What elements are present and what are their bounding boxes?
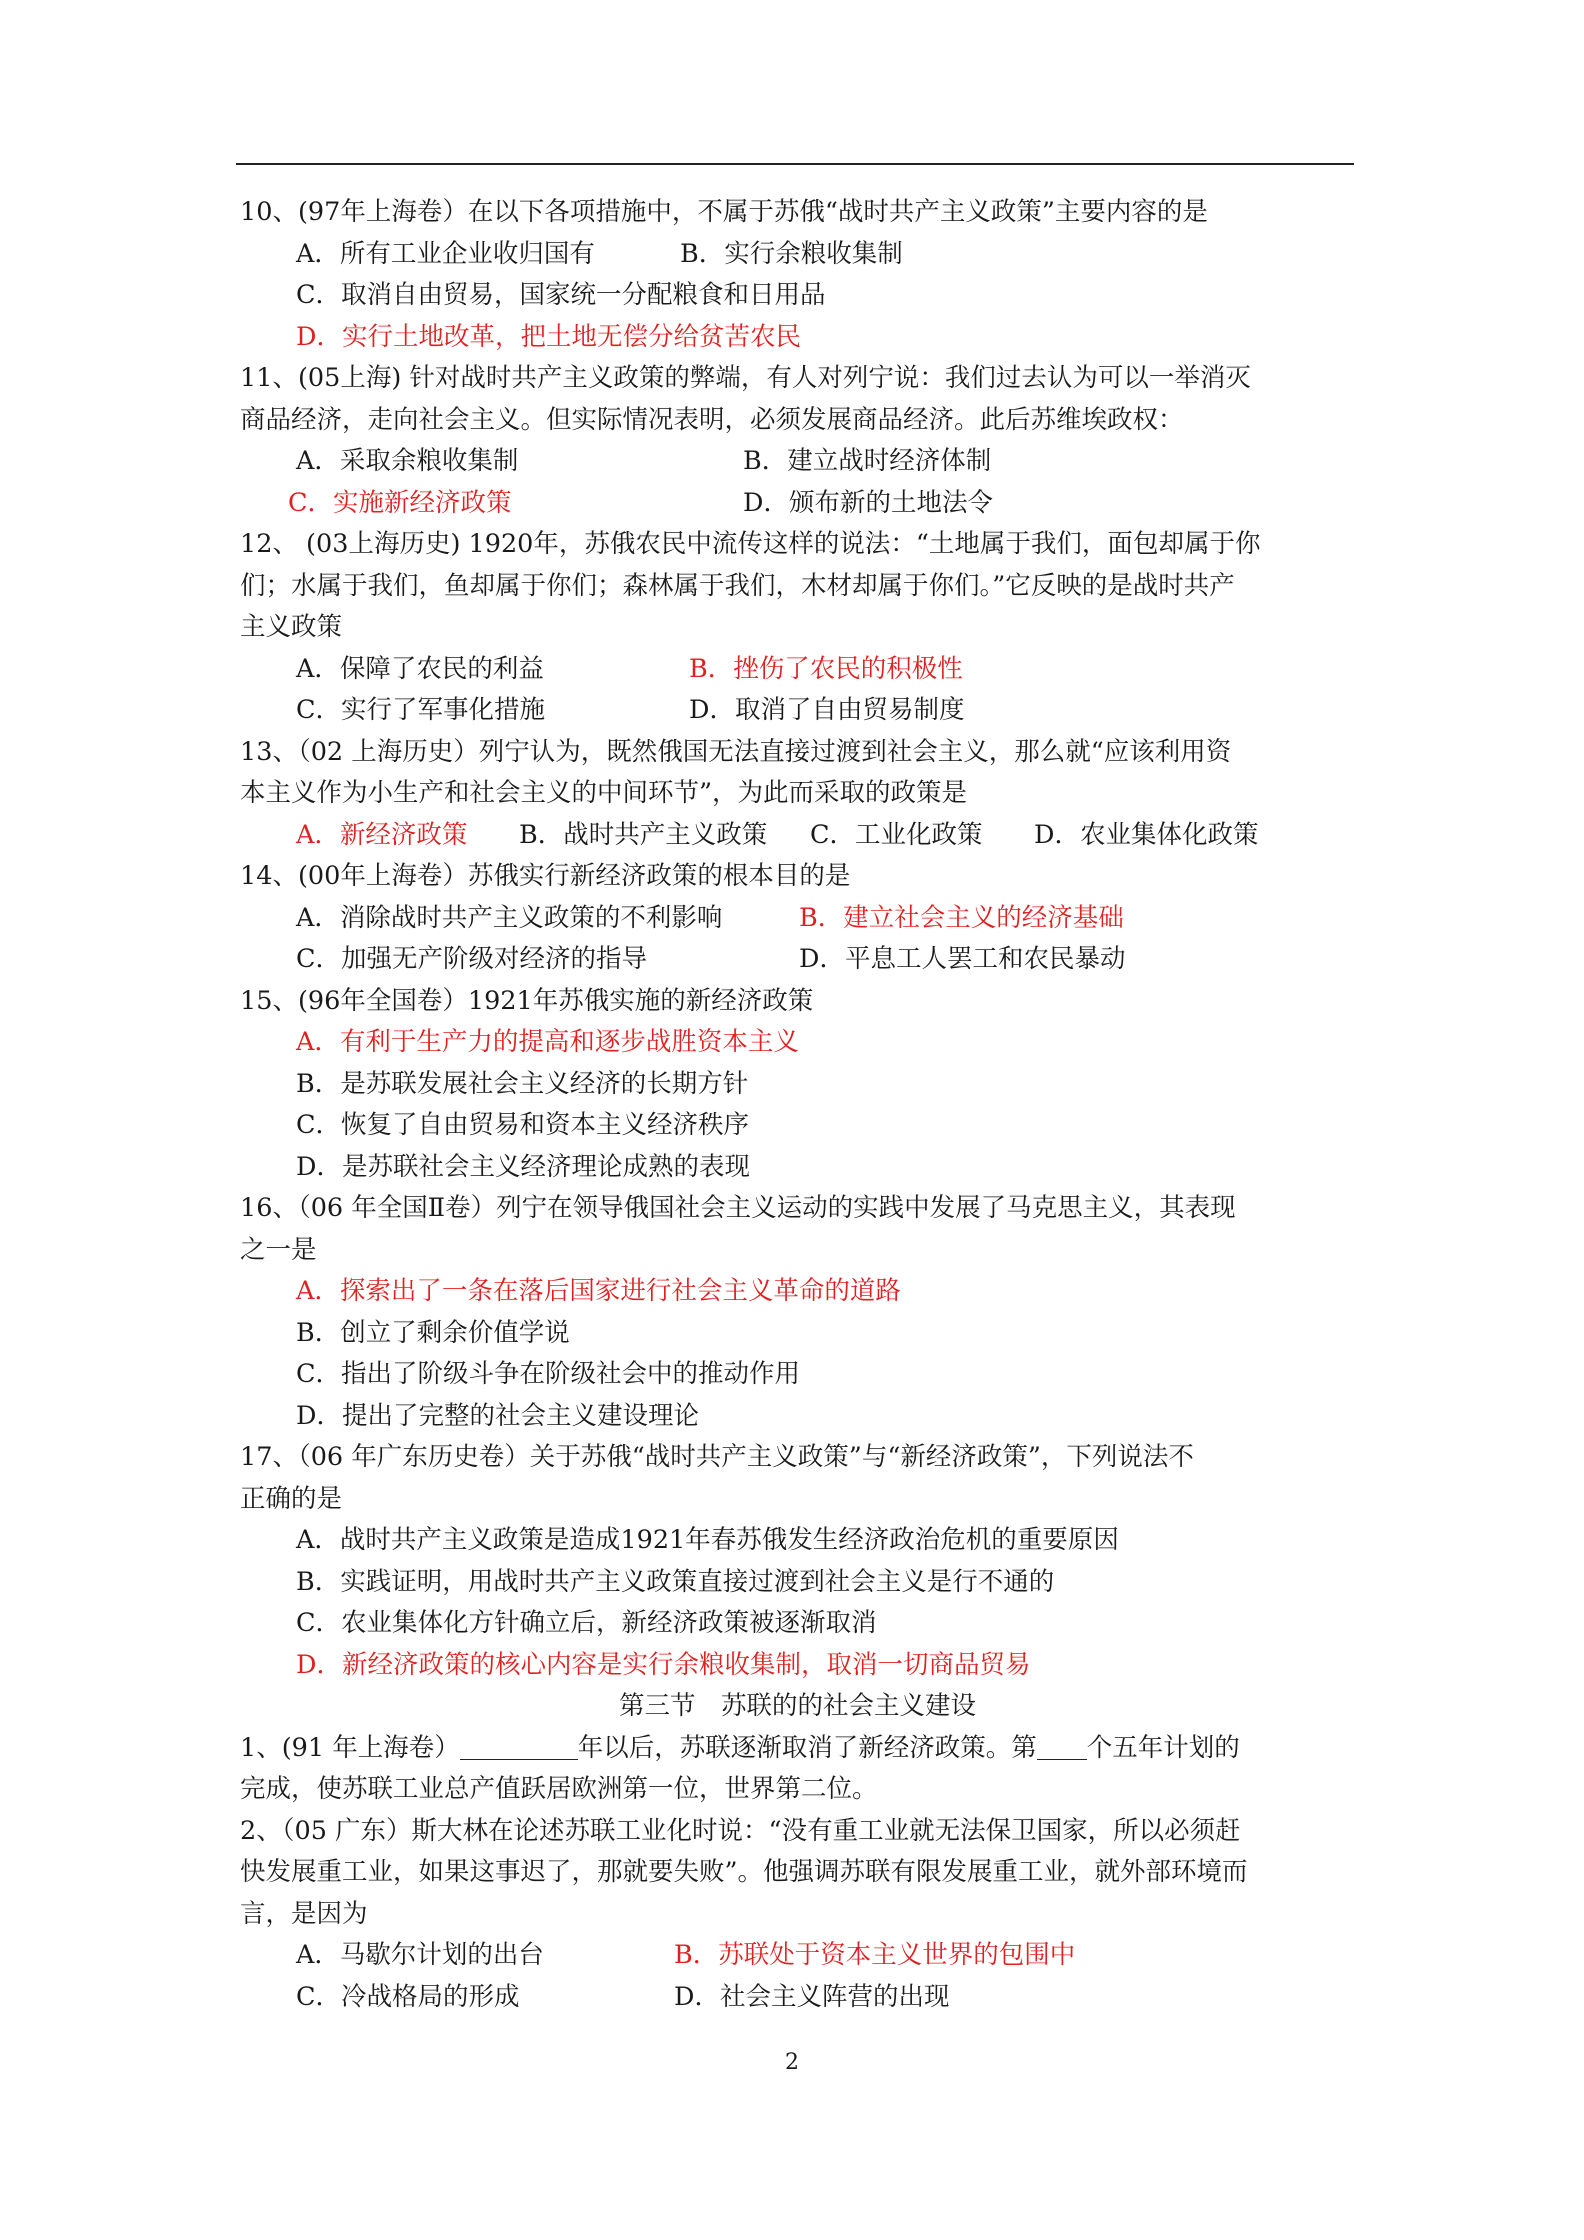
section-title: 第三节 苏联的的社会主义建设: [618, 1691, 976, 1721]
q12-stem-line3: 主义政策: [240, 612, 343, 642]
q14-option-d: D．平息工人罢工和农民暴动: [799, 944, 1126, 974]
q16-stem-line2: 之一是: [240, 1234, 317, 1265]
q16-option-b: B．创立了剩余价值学说: [296, 1317, 570, 1348]
q12-option-a: A．保障了农民的利益: [296, 653, 544, 684]
q15-option-a-answer: A．有利于生产力的提高和逐步战胜资本主义: [296, 1027, 799, 1057]
q17-option-d-answer: D．新经济政策的核心内容是实行余粮收集制，取消一切商品贸易: [296, 1649, 1031, 1680]
q15-stem: 15、(96年全国卷）1921年苏俄实施的新经济政策: [240, 985, 814, 1016]
q14-options-row2: [240, 939, 1355, 981]
s3q1-part3: 个五年计划的: [1086, 1732, 1240, 1763]
s3q1-line2: 完成，使苏联工业总产值跃居欧洲第一位，世界第二位。: [240, 1774, 878, 1804]
header-rule: [236, 163, 1354, 165]
page-number: 2: [785, 2050, 799, 2075]
s3q1-blank-plan: [1037, 1731, 1087, 1760]
q16-option-c: C．指出了阶级斗争在阶级社会中的推动作用: [296, 1359, 801, 1389]
s3q2-options-row2: [240, 1977, 1355, 2019]
q12-options-row2: [240, 690, 1355, 732]
q12-option-d: D．取消了自由贸易制度: [689, 695, 965, 725]
q10-option-b: B．实行余粮收集制: [680, 238, 903, 269]
q14-option-b-answer: B．建立社会主义的经济基础: [799, 902, 1124, 933]
q12-option-b-answer: B．挫伤了农民的积极性: [689, 653, 963, 684]
q15-option-d: D．是苏联社会主义经济理论成熟的表现: [296, 1151, 750, 1182]
s3q2-option-b-answer: B．苏联处于资本主义世界的包围中: [674, 1940, 1076, 1970]
q16-stem-line1: 16、（06 年全国Ⅱ卷）列宁在领导俄国社会主义运动的实践中发展了马克思主义，其表现: [240, 1193, 1236, 1223]
q15-option-b: B．是苏联发展社会主义经济的长期方针: [296, 1068, 749, 1099]
document-body: [240, 192, 1355, 2018]
q17-option-c: C．农业集体化方针确立后，新经济政策被逐渐取消: [296, 1608, 877, 1638]
q12-options-row1: [240, 649, 1355, 691]
q16-option-a-answer: A．探索出了一条在落后国家进行社会主义革命的道路: [296, 1276, 901, 1306]
s3q2-stem-line1: 2、（05 广东）斯大林在论述苏联工业化时说：“没有重工业就无法保卫国家，所以必须赶: [240, 1815, 1241, 1846]
q11-option-c-answer: C．实施新经济政策: [288, 487, 512, 518]
q13-stem-line2: 本主义作为小生产和社会主义的中间环节”，为此而采取的政策是: [240, 778, 968, 808]
q16-option-d: D．提出了完整的社会主义建设理论: [296, 1400, 699, 1431]
q10-options-row1: [240, 234, 1355, 276]
q11-option-b: B．建立战时经济体制: [743, 446, 992, 476]
q13-stem-line1: 13、（02 上海历史）列宁认为，既然俄国无法直接过渡到社会主义，那么就“应该利用资: [240, 736, 1232, 767]
q11-options-row2: [240, 483, 1355, 525]
q11-option-a: A．采取余粮收集制: [296, 446, 519, 476]
q15-option-c: C．恢复了自由贸易和资本主义经济秩序: [296, 1110, 750, 1140]
q13-options-row: [240, 815, 1355, 857]
q10-stem: 10、(97年上海卷）在以下各项措施中，不属于苏俄“战时共产主义政策”主要内容的是: [240, 197, 1208, 227]
q14-option-a: A．消除战时共产主义政策的不利影响: [296, 902, 723, 933]
s3q2-option-d: D．社会主义阵营的出现: [674, 1981, 950, 2012]
q10-option-d-answer: D．实行土地改革，把土地无偿分给贫苦农民: [296, 321, 801, 352]
q17-stem-line1: 17、（06 年广东历史卷）关于苏俄“战时共产主义政策”与“新经济政策”，下列说法不: [240, 1442, 1194, 1472]
s3q1-part1: 1、(91 年上海卷）: [240, 1732, 460, 1763]
q12-stem-line1: 12、 (03上海历史) 1920年，苏俄农民中流传这样的说法：“土地属于我们，面包却属于你: [240, 529, 1261, 559]
s3q2-options-row1: [240, 1935, 1355, 1977]
q14-stem: 14、(00年上海卷）苏俄实行新经济政策的根本目的是: [240, 861, 851, 891]
q17-stem-line2: 正确的是: [240, 1483, 343, 1514]
q17-option-a: A．战时共产主义政策是造成1921年春苏俄发生经济政治危机的重要原因: [296, 1525, 1119, 1555]
q11-options-row1: [240, 441, 1355, 483]
q11-option-d: D．颁布新的土地法令: [743, 487, 993, 518]
s3q1-part2: 年以后，苏联逐渐取消了新经济政策。第: [577, 1732, 1037, 1763]
q13-option-b: B．战时共产主义政策: [519, 819, 768, 850]
q17-option-b: B．实践证明，用战时共产主义政策直接过渡到社会主义是行不通的: [296, 1566, 1055, 1597]
q14-option-c: C．加强无产阶级对经济的指导: [296, 944, 648, 974]
q12-stem-line2: 们；水属于我们，鱼却属于你们；森林属于我们，木材却属于你们。”它反映的是战时共产: [240, 570, 1235, 601]
s3q1-blank-year: [460, 1731, 578, 1760]
q13-option-d: D．农业集体化政策: [1034, 819, 1259, 850]
s3q2-stem-line3: 言，是因为: [240, 1898, 368, 1929]
s3q1-line1: [240, 1728, 1355, 1770]
s3q2-stem-line2: 快发展重工业，如果这事迟了，那就要失败”。他强调苏联有限发展重工业，就外部环境而: [240, 1857, 1248, 1887]
q10-option-c: C．取消自由贸易，国家统一分配粮食和日用品: [296, 280, 826, 310]
q13-option-a-answer: A．新经济政策: [296, 819, 468, 850]
s3q2-option-c: C．冷战格局的形成: [296, 1981, 520, 2012]
q11-stem-line1: 11、(05上海) 针对战时共产主义政策的弊端，有人对列宁说：我们过去认为可以一举消灭: [240, 363, 1251, 393]
q14-options-row1: [240, 898, 1355, 940]
q11-stem-line2: 商品经济，走向社会主义。但实际情况表明，必须发展商品经济。此后苏维埃政权：: [240, 404, 1184, 435]
s3q2-option-a: A．马歇尔计划的出台: [296, 1940, 544, 1970]
q10-option-a: A．所有工业企业收归国有: [296, 238, 595, 269]
q13-option-c: C．工业化政策: [810, 819, 983, 850]
q12-option-c: C．实行了军事化措施: [296, 695, 546, 725]
